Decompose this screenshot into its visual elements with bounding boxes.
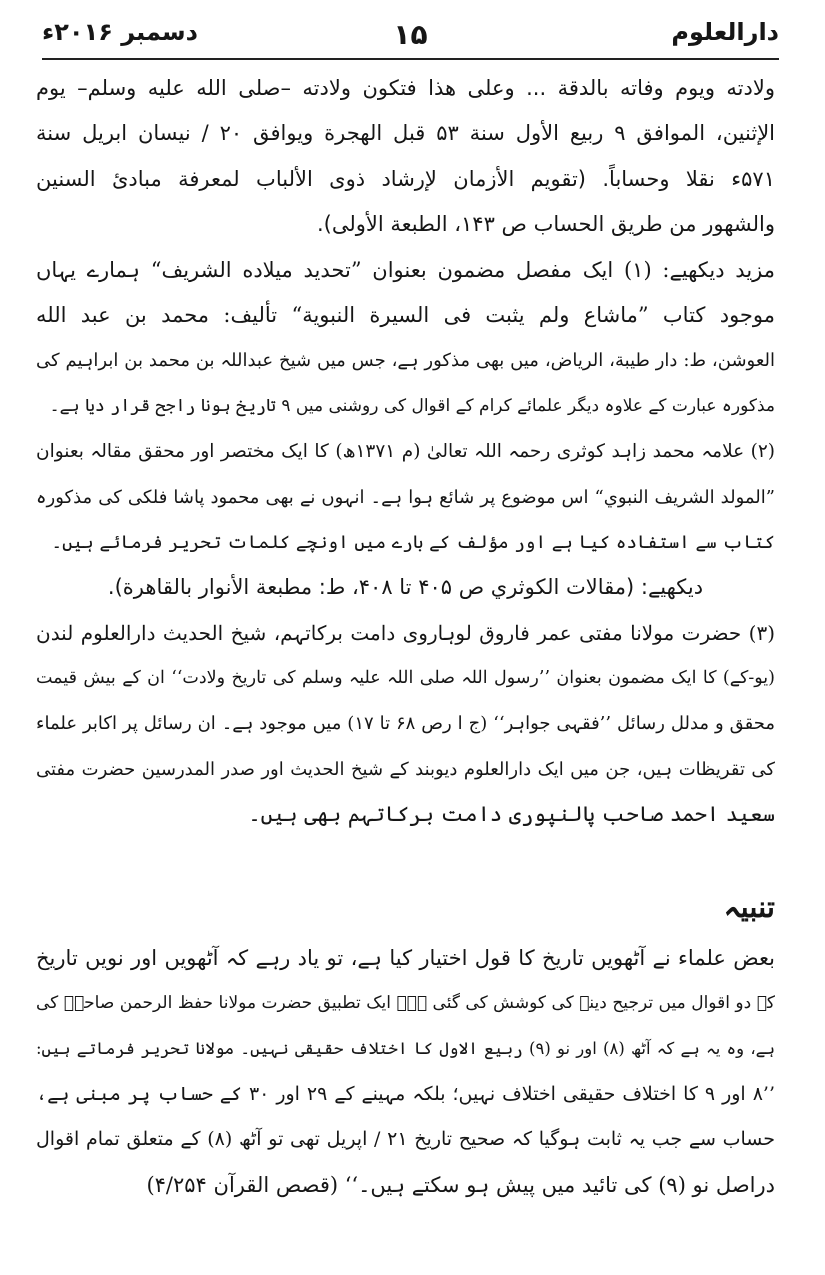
text-line: ۵۷۱ء نقلا وحساباً. (تقويم الأزمان لإرشاد ذوى الألباب لمعرفة مبادئ السنين xyxy=(36,166,775,191)
journal-title: دارالعلوم xyxy=(671,18,779,46)
text-line: دراصل نو (۹) کی تائید میں پیش ہو سکتے ہیں۔‘‘ (قصص القرآن ۴/۲۵۴) xyxy=(146,1172,775,1197)
text-line: بعض علماء نے آٹھویں تاریخ کا قول اختیار کیا ہے، تو یاد رہے کہ آٹھویں اور نویں تاریخ xyxy=(36,945,775,970)
text-line: موجود کتاب ”ماشاع ولم يثبت فى السيرة النبوية“ تأليف: محمد بن عبد الله xyxy=(36,302,775,327)
text-line: الإثنين، الموافق ۹ ربيع الأول سنة ۵۳ قبل الهجرة ويوافق ۲۰ / نيسان ابريل سنة xyxy=(36,121,775,146)
issue-date: دسمبر ۲۰۱۶ء xyxy=(42,18,198,46)
arabic-quote-paragraph xyxy=(36,66,775,248)
text-line: العوشن، ط: دار طيبة، الرياض، میں بھی مذکور ہے، جس میں شیخ عبداللہ بن محمد بن ابراہیم کی xyxy=(36,350,775,372)
text-line: محقق و مدلل رسائل ’’فقہی جواہر‘‘ (ج ا رص ۶۸ تا ۱۷) میں موجود ہے۔ ان رسائل پر اکابر علماء xyxy=(36,713,775,735)
running-header xyxy=(42,14,779,58)
header-divider xyxy=(42,58,779,60)
text-line: والشهور من طريق الحساب ص ۱۴۳، الطبعة الأولى). xyxy=(316,212,775,237)
text-line: (یو-کے) کا ایک مضمون بعنوان ’’رسول اللہ صلی اللہ علیہ وسلم کی تاریخ ولادت‘‘ ان کے بیش قیمت xyxy=(36,668,775,689)
text-line: ”المولد الشريف النبوي“ اس موضوع پر شائع ہوا ہے۔ انہوں نے بھی محمود پاشا فلکی کی مذکورہ xyxy=(36,486,775,508)
tanbeeh-paragraph xyxy=(36,936,775,1208)
main-text xyxy=(36,66,775,1208)
text-line: سعید احمد صاحب پالنپوری دامت برکاتہم بھی ہیں۔ xyxy=(248,802,775,827)
page-number: ۱۵ xyxy=(393,18,428,51)
reference-paragraph-2 xyxy=(36,429,775,611)
section-heading-tanbeeh: تنبیہ xyxy=(723,889,775,924)
text-line: ولادته ويوم وفاته بالدقة ... وعلى هذا فتكون ولادته –صلى الله عليه وسلم– يوم xyxy=(36,76,775,100)
section-spacer xyxy=(36,838,775,878)
text-line: (۲) علامہ محمد زاہد کوثری رحمہ اللہ تعالیٰ (م ۱۳۷۱ھ) کا ایک مختصر اور محقق مقالہ بعنوان xyxy=(36,441,775,463)
text-line: (۳) حضرت مولانا مفتی عمر فاروق لوہاروی دامت برکاتہم، شیخ الحدیث دارالعلوم لندن xyxy=(36,620,775,645)
reference-paragraph-1 xyxy=(36,248,775,430)
text-line: ہے، وہ یہ ہے کہ آٹھ (۸) اور نو (۹) ربیع الاول کا اختلاف حقیقی نہیں۔ مولانا تحریر فرماتے ہیں: xyxy=(36,1039,775,1059)
text-line: ’’۸ اور ۹ کا اختلاف حقیقی اختلاف نہیں؛ بلکہ مہینے کے ۲۹ اور ۳۰ کے حساب پر مبنی ہے، xyxy=(36,1082,775,1105)
text-line: کتاب سے استفادہ کیا ہے اور مؤلف کے بارے میں اونچے کلمات تحریر فرمائے ہیں۔ xyxy=(51,531,775,553)
reference-paragraph-3 xyxy=(36,611,775,838)
text-line: کی تقریظات ہیں، جن میں ایک دارالعلوم دیوبند کے شیخ الحدیث اور صدر المدرسین حضرت مفتی xyxy=(36,758,775,780)
text-line: مزید دیکھیے: (۱) ایک مفصل مضمون بعنوان ”تحديد ميلاده الشريف“ ہمارے یہاں xyxy=(36,257,775,282)
text-line: حساب سے جب یہ ثابت ہوگیا کہ صحیح تاریخ ۲۱ / اپریل تھی تو آٹھ (۸) کے متعلق تمام اقوال xyxy=(36,1128,775,1151)
text-line: کے دو اقوال میں ترجیح دینے کی کوشش کی گئی ہے۔ ایک تطبیق حضرت مولانا حفظ الرحمن صاحبؒ کی xyxy=(36,993,775,1014)
text-line: مذکورہ عبارت کے علاوہ دیگر علمائے کرام کے اقوال کی روشنی میں ۹ تاریخ ہونا راجح قرار دیا ہے۔ xyxy=(49,395,775,416)
citation-line: دیکھیے: (مقالات الكوثري ص ۴۰۵ تا ۴۰۸، ط: مطبعة الأنوار بالقاهرة). xyxy=(107,575,704,600)
